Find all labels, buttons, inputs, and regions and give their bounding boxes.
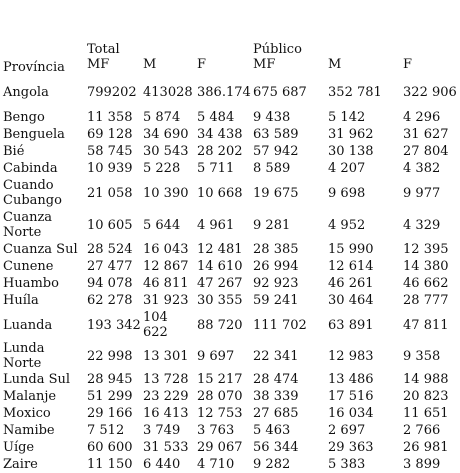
value-cell: 322 906 [403, 84, 457, 100]
value-cell: 5 874 [143, 110, 181, 125]
value-cell: 14 610 [197, 259, 243, 274]
value-cell: 10 939 [87, 161, 133, 176]
value-cell: 27 804 [403, 144, 449, 159]
table-row [2, 126, 458, 143]
value-cell: 193 342 [87, 317, 141, 333]
table-row [2, 75, 458, 109]
province-name-cell: Malanje [3, 389, 57, 404]
table-row [2, 388, 458, 405]
value-cell: 21 058 [87, 185, 133, 201]
province-stats-table [2, 40, 458, 473]
province-name-cell: Bengo [3, 110, 45, 125]
value-cell: 14 988 [403, 372, 449, 387]
value-cell: 352 781 [328, 84, 382, 100]
table-row [2, 292, 458, 309]
value-cell: 9 977 [403, 185, 441, 201]
value-cell: 4 710 [197, 457, 235, 472]
value-cell: 28 385 [253, 242, 299, 257]
table-row [2, 160, 458, 177]
value-cell: 16 043 [143, 242, 189, 257]
value-cell: 4 296 [403, 110, 441, 125]
province-name-cell: Lunda Norte [3, 341, 45, 371]
province-name-cell: Cuanza Norte [3, 210, 53, 240]
value-cell: 47 811 [403, 317, 449, 333]
value-cell: 12 614 [328, 259, 374, 274]
value-cell: 7 512 [87, 423, 125, 438]
value-cell: 13 486 [328, 372, 374, 387]
province-name-cell: Luanda [3, 317, 53, 333]
table-row [2, 109, 458, 126]
value-cell: 6 440 [143, 457, 181, 472]
table-row [2, 258, 458, 275]
value-cell: 9 358 [403, 348, 441, 364]
value-cell: 14 380 [403, 259, 449, 274]
value-cell: 11 651 [403, 406, 449, 421]
table-row [2, 422, 458, 439]
province-name-cell: Cuanza Sul [3, 242, 78, 257]
value-cell: 5 484 [197, 110, 235, 125]
value-cell: 12 983 [328, 348, 374, 364]
value-cell: 799202 [87, 84, 137, 100]
value-cell: 63 891 [328, 317, 374, 333]
value-cell: 22 998 [87, 348, 133, 364]
value-cell: 4 207 [328, 161, 366, 176]
value-cell: 60 600 [87, 440, 133, 455]
value-cell: 29 363 [328, 440, 374, 455]
value-cell: 15 217 [197, 372, 243, 387]
province-name-cell: Angola [3, 84, 49, 100]
value-cell: 28 524 [87, 242, 133, 257]
value-cell: 88 720 [197, 317, 243, 333]
value-cell: 28 945 [87, 372, 133, 387]
province-name-cell: Bié [3, 144, 25, 159]
value-cell: 28 070 [197, 389, 243, 404]
value-cell: 10 605 [87, 217, 133, 233]
province-name-cell: Namibe [3, 423, 55, 438]
province-name-cell: Huíla [3, 293, 39, 308]
value-cell: 51 299 [87, 389, 133, 404]
value-cell: 3 763 [197, 423, 235, 438]
value-cell: 27 685 [253, 406, 299, 421]
value-cell: 15 990 [328, 242, 374, 257]
value-cell: 5 644 [143, 217, 181, 233]
value-cell: 3 899 [403, 457, 441, 472]
value-cell: 31 533 [143, 440, 189, 455]
table-row [2, 241, 458, 258]
province-name-cell: Cabinda [3, 161, 58, 176]
value-cell: 9 698 [328, 185, 366, 201]
subheader-publico-m: M [328, 57, 342, 72]
value-cell: 63 589 [253, 127, 299, 142]
subheader-publico-mf: MF [253, 57, 276, 72]
value-cell: 46 662 [403, 276, 449, 291]
value-cell: 29 067 [197, 440, 243, 455]
value-cell: 16 034 [328, 406, 374, 421]
value-cell: 10 390 [143, 185, 189, 201]
value-cell: 46 811 [143, 276, 189, 291]
value-cell: 12 867 [143, 259, 189, 274]
value-cell: 57 942 [253, 144, 299, 159]
value-cell: 30 355 [197, 293, 243, 308]
value-cell: 4 961 [197, 217, 235, 233]
value-cell: 46 261 [328, 276, 374, 291]
value-cell: 59 241 [253, 293, 299, 308]
value-cell: 12 753 [197, 406, 243, 421]
province-name-cell: Zaire [3, 457, 38, 472]
value-cell: 31 923 [143, 293, 189, 308]
value-cell: 34 690 [143, 127, 189, 142]
province-name-cell: Moxico [3, 406, 51, 421]
value-cell: 9 438 [253, 110, 291, 125]
value-cell: 17 516 [328, 389, 374, 404]
value-cell: 34 438 [197, 127, 243, 142]
province-name-cell: Cuando Cubango [3, 178, 62, 208]
value-cell: 104 622 [143, 310, 168, 340]
value-cell: 62 278 [87, 293, 133, 308]
value-cell: 23 229 [143, 389, 189, 404]
value-cell: 2 697 [328, 423, 366, 438]
subheader-publico-f: F [403, 57, 413, 72]
value-cell: 4 329 [403, 217, 441, 233]
value-cell: 111 702 [253, 317, 307, 333]
subheader-total-mf: MF [87, 57, 110, 72]
value-cell: 5 463 [253, 423, 291, 438]
group-header-publico: Público [253, 42, 302, 57]
table-header [2, 40, 458, 75]
value-cell: 38 339 [253, 389, 299, 404]
table-row [2, 275, 458, 292]
province-column-header: Província [3, 60, 65, 75]
group-header-row [2, 40, 458, 57]
value-cell: 26 994 [253, 259, 299, 274]
table-row [2, 143, 458, 160]
value-cell: 4 952 [328, 217, 366, 233]
value-cell: 29 166 [87, 406, 133, 421]
value-cell: 31 962 [328, 127, 374, 142]
value-cell: 2 766 [403, 423, 441, 438]
province-name-cell: Lunda Sul [3, 372, 71, 387]
value-cell: 26 981 [403, 440, 449, 455]
value-cell: 16 413 [143, 406, 189, 421]
value-cell: 19 675 [253, 185, 299, 201]
table-row [2, 405, 458, 422]
group-header-total: Total [87, 42, 120, 57]
table-row [2, 456, 458, 473]
value-cell: 5 711 [197, 161, 235, 176]
value-cell: 31 627 [403, 127, 449, 142]
value-cell: 30 464 [328, 293, 374, 308]
value-cell: 28 202 [197, 144, 243, 159]
value-cell: 27 477 [87, 259, 133, 274]
value-cell: 11 150 [87, 457, 133, 472]
value-cell: 13 301 [143, 348, 189, 364]
value-cell: 5 383 [328, 457, 366, 472]
value-cell: 13 728 [143, 372, 189, 387]
value-cell: 10 668 [197, 185, 243, 201]
value-cell: 9 281 [253, 217, 291, 233]
value-cell: 9 697 [197, 348, 235, 364]
value-cell: 47 267 [197, 276, 243, 291]
value-cell: 30 138 [328, 144, 374, 159]
table-row [2, 309, 458, 341]
table-row [2, 341, 458, 371]
table-row [2, 439, 458, 456]
value-cell: 22 341 [253, 348, 299, 364]
province-name-cell: Huambo [3, 276, 59, 291]
value-cell: 12 395 [403, 242, 449, 257]
value-cell: 30 543 [143, 144, 189, 159]
value-cell: 28 474 [253, 372, 299, 387]
value-cell: 56 344 [253, 440, 299, 455]
table-row [2, 209, 458, 241]
value-cell: 386.174 [197, 84, 251, 100]
value-cell: 58 745 [87, 144, 133, 159]
subheader-total-f: F [197, 57, 207, 72]
value-cell: 92 923 [253, 276, 299, 291]
table-body [2, 75, 458, 473]
province-name-cell: Benguela [3, 127, 65, 142]
value-cell: 5 142 [328, 110, 366, 125]
value-cell: 413028 [143, 84, 193, 100]
value-cell: 20 823 [403, 389, 449, 404]
table-row [2, 177, 458, 209]
value-cell: 4 382 [403, 161, 441, 176]
value-cell: 28 777 [403, 293, 449, 308]
value-cell: 8 589 [253, 161, 291, 176]
table-row [2, 371, 458, 388]
province-name-cell: Cunene [3, 259, 54, 274]
value-cell: 675 687 [253, 84, 307, 100]
value-cell: 5 228 [143, 161, 181, 176]
subheader-total-m: M [143, 57, 157, 72]
value-cell: 11 358 [87, 110, 133, 125]
value-cell: 3 749 [143, 423, 181, 438]
value-cell: 12 481 [197, 242, 243, 257]
value-cell: 9 282 [253, 457, 291, 472]
value-cell: 94 078 [87, 276, 133, 291]
province-name-cell: Uíge [3, 440, 35, 455]
value-cell: 69 128 [87, 127, 133, 142]
